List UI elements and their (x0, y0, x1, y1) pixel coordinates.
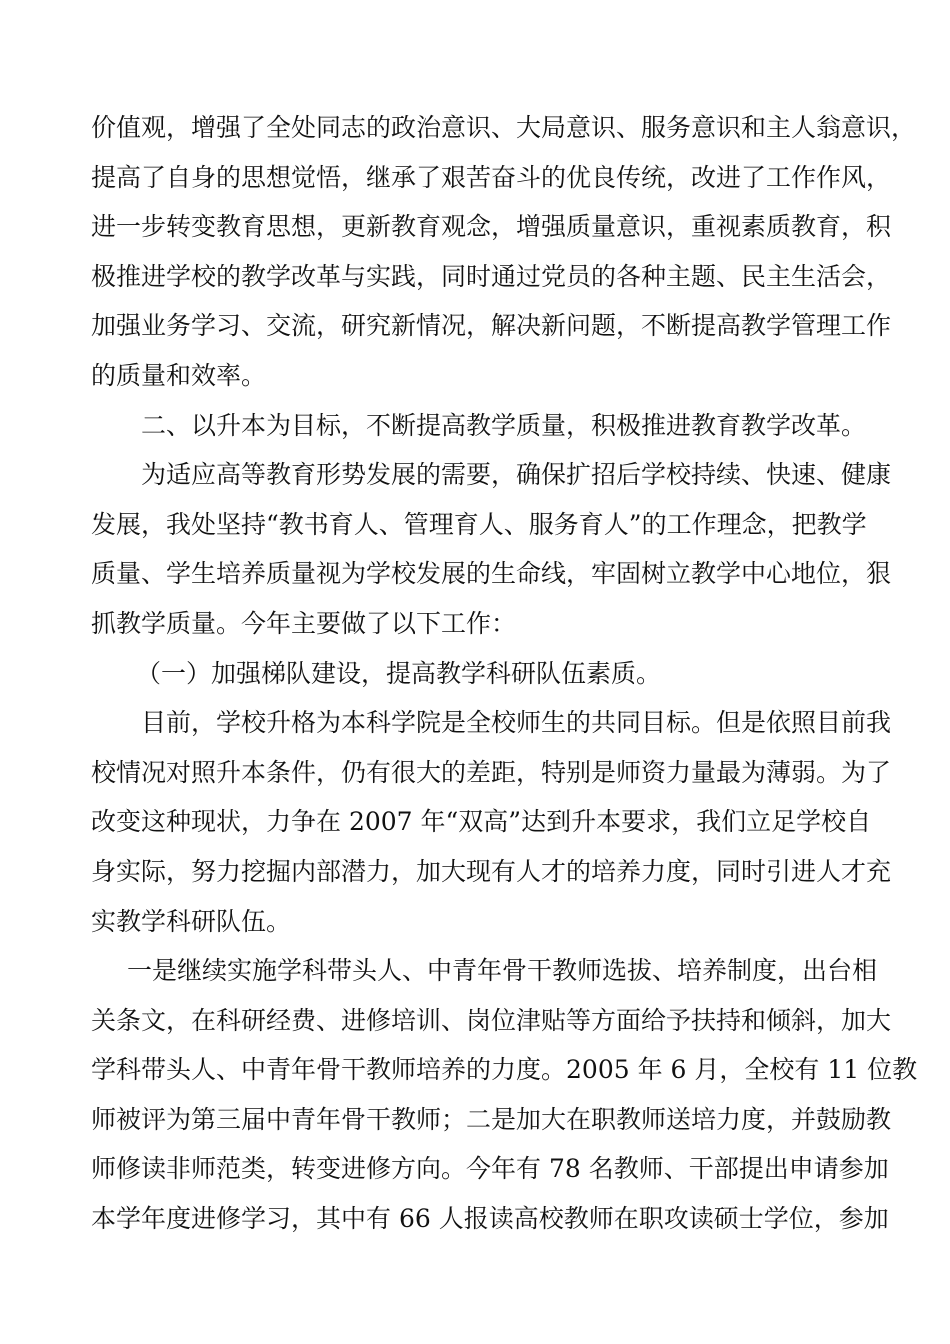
text-line: 师被评为第三届中青年骨干教师；二是加大在职教师送培力度，并鼓励教 (91, 1104, 892, 1134)
subsection-heading-1 (91, 649, 871, 699)
paragraph-6 (91, 946, 918, 1244)
text-line: 价值观，增强了全处同志的政治意识、大局意识、服务意识和主人翁意识， (91, 113, 917, 142)
text-line: 的质量和效率。 (91, 360, 267, 390)
text-line: 质量、学生培养质量视为学校发展的生命线，牢固树立教学中心地位，狠 (91, 559, 892, 589)
text-line: 关条文，在科研经费、进修培训、岗位津贴等方面给予扶持和倾斜，加大 (91, 1005, 892, 1035)
text-line: 学科带头人、中青年骨干教师培养的力度。2005 年 6 月，全校有 11 位教 (91, 1055, 918, 1085)
paragraph-3 (91, 450, 892, 648)
document-body (91, 103, 918, 1244)
text-line: 发展，我处坚持“教书育人、管理育人、服务育人”的工作理念，把教学 (91, 509, 867, 539)
text-line: 为适应高等教育形势发展的需要，确保扩招后学校持续、快速、健康 (141, 460, 892, 490)
text-line: 极推进学校的教学改革与实践，同时通过党员的各种主题、民主生活会， (91, 261, 892, 291)
text-line: 抓教学质量。今年主要做了以下工作： (91, 608, 517, 638)
text-line: 提高了自身的思想觉悟，继承了艰苦奋斗的优良传统，改进了工作作风， (91, 162, 892, 192)
text-line: 一是继续实施学科带头人、中青年骨干教师选拔、培养制度，出台相 (127, 956, 878, 986)
text-line: 身实际，努力挖掘内部潜力，加大现有人才的培养力度，同时引进人才充 (91, 856, 892, 886)
text-line: 实教学科研队伍。 (91, 906, 292, 936)
section-heading-2 (91, 401, 871, 451)
paragraph-1 (91, 103, 917, 401)
text-line: 改变这种现状，力争在 2007 年“双高”达到升本要求，我们立足学校自 (91, 807, 872, 837)
text-line: 校情况对照升本条件，仍有很大的差距，特别是师资力量最为薄弱。为了 (91, 757, 892, 787)
text-line: 本学年度进修学习，其中有 66 人报读高校教师在职攻读硕士学位，参加 (91, 1204, 889, 1234)
text-line: 目前，学校升格为本科学院是全校师生的共同目标。但是依照目前我 (141, 708, 892, 738)
section-heading: 二、以升本为目标，不断提高教学质量，积极推进教育教学改革。 (141, 410, 867, 440)
text-line: 加强业务学习、交流，研究新情况，解决新问题，不断提高教学管理工作 (91, 311, 892, 341)
subsection-heading: （一）加强梯队建设，提高教学科研队伍素质。 (136, 658, 662, 688)
text-line: 进一步转变教育思想，更新教育观念，增强质量意识，重视素质教育，积 (91, 212, 892, 242)
text-line: 师修读非师范类，转变进修方向。今年有 78 名教师、干部提出申请参加 (91, 1154, 889, 1184)
paragraph-5 (91, 698, 892, 946)
